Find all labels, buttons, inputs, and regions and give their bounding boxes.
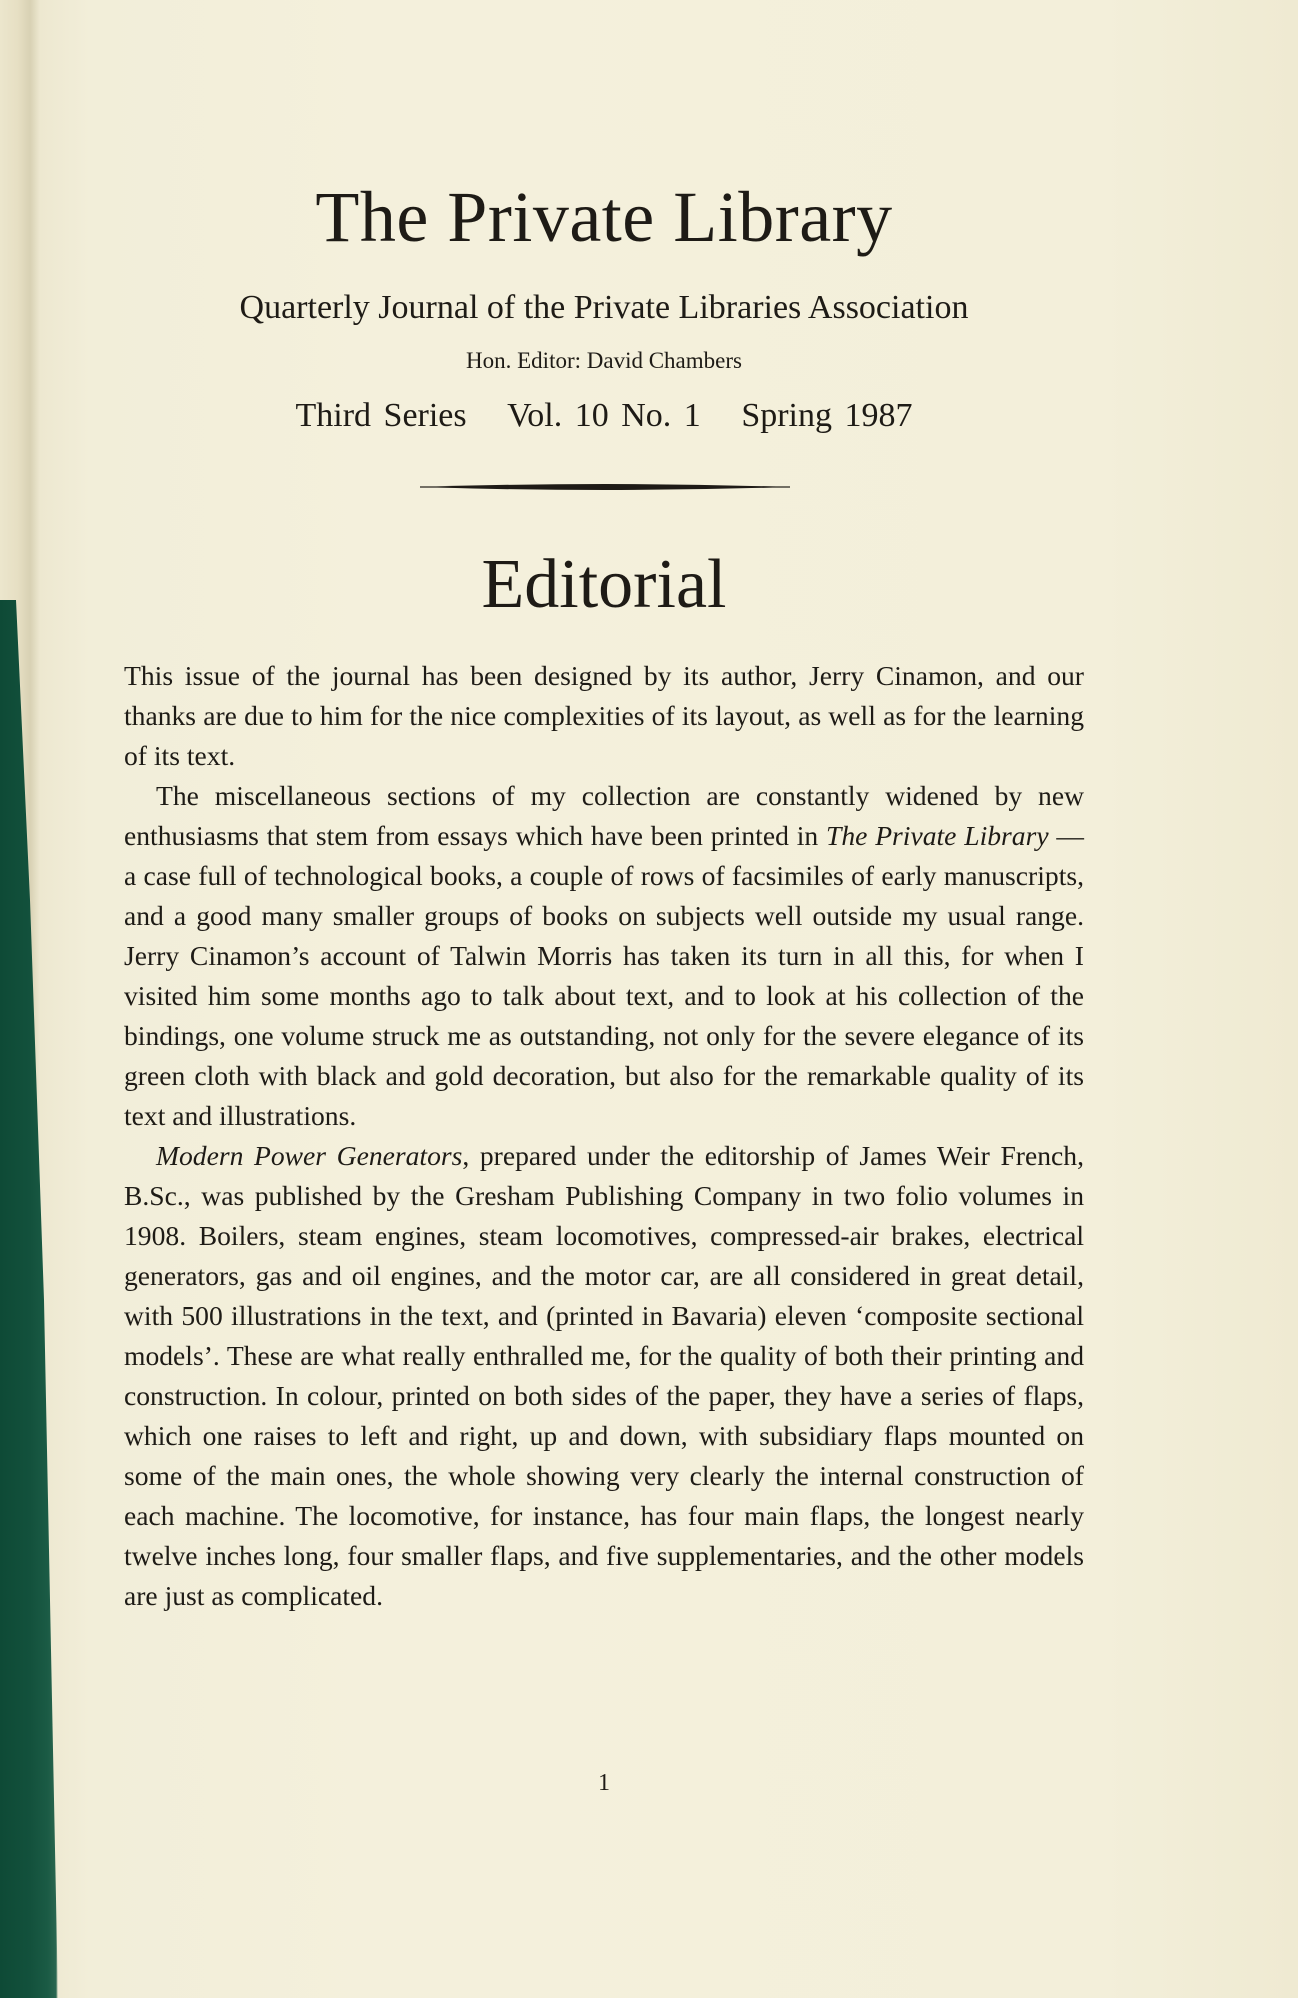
paragraph-text: This issue of the journal has been designed by its author, Jerry Cinamon, and our thanks are due to him for the nice complexities of its layout, as well as for the learning of its text. [124,660,1084,771]
section-title: Editorial [481,546,727,623]
season-label: Spring 1987 [741,397,913,434]
paragraph-text: The miscellaneous sections of my collection are constantly widened by new enthusiasms that stem from essays which have been printed in [124,780,1084,851]
editor-credit: Hon. Editor: David Chambers [466,348,742,373]
volume-label: Vol. 10 No. 1 [507,397,701,434]
paragraph-text: , prepared under the editorship of James Weir French, B.Sc., was published by the Gresham Publishing Company in two folio volumes in 1908. Boilers, steam engines, steam locomotives, compressed-air brakes, electrical generators, gas and oil engines, and the motor car, are all considered in great detail, with 500 illustrations in the text, and (printed in Bavaria) eleven ‘composite sectional models’. These are what really enthralled me, for the quality of both their printing and construction. In colour, printed on both sides of the paper, they have a series of flaps, which one raises to left and right, up and down, with subsidiary flaps mounted on some of the main ones, the whole showing very clearly the internal construction of each machine. The locomotive, for instance, has four main flaps, the longest nearly twelve inches long, four smaller flaps, and five supplementaries, and the other models are just as complicated. [124,1140,1084,1611]
editorial-body [124,656,1084,1616]
journal-subtitle: Quarterly Journal of the Private Libraries Association [239,289,969,326]
issue-info [124,394,1084,438]
body-paragraph [124,656,1084,776]
page-number: 1 [598,1770,610,1796]
body-paragraph [124,1136,1084,1616]
ornamental-rule [420,482,790,492]
italic-title: The Private Library [825,820,1049,851]
italic-title: Modern Power Generators [156,1140,463,1171]
paragraph-text: — a case full of technological books, a couple of rows of facsimiles of early manuscripts, and a good many smaller groups of books on subjects well outside my usual range. Jerry Cinamon’s account of Talwin Morris has taken its turn in all this, for when I visited him some months ago to talk about text, and to look at his collection of the bindings, one volume struck me as outstanding, not only for the severe elegance of its green cloth with black and gold decoration, but also for the remarkable quality of its text and illustrations. [124,820,1084,1131]
series-label: Third Series [295,397,467,434]
body-paragraph [124,776,1084,1136]
journal-title: The Private Library [315,177,893,257]
